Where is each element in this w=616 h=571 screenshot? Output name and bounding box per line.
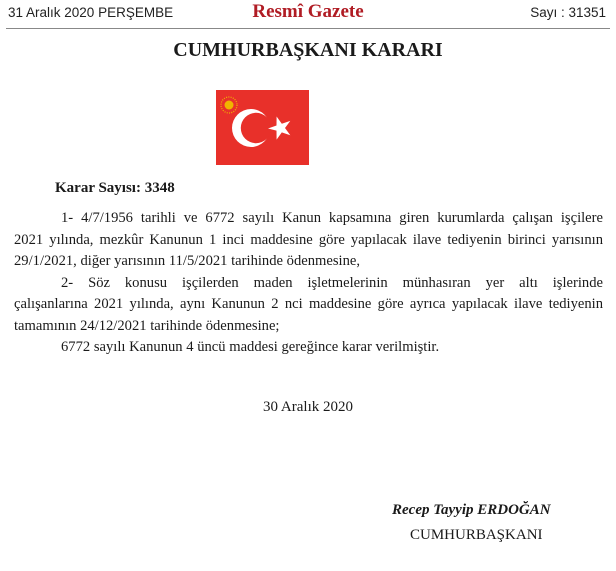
body-line: 2021 yılında, mezkûr Kanunun 1 inci maddesine göre yapılacak ilave tediyenin birinci yarısının [14,231,603,248]
body-line: 29/1/2021, diğer yarısının 11/5/2021 tarihinde ödenmesine, [14,253,361,269]
body-line: 2- Söz konusu işçilerden maden işletmelerinin münhasıran yer altı işlerinde [61,274,603,291]
body-line: tamamının 24/12/2021 tarihinde ödenmesine; [14,317,280,334]
decision-date: 30 Aralık 2020 [263,399,353,415]
signatory-title: CUMHURBAŞKANI [410,527,543,543]
header-divider [6,28,610,29]
gazette-name: Resmî Gazete [252,1,364,22]
decision-number: Karar Sayısı: 3348 [55,180,175,196]
page-title: CUMHURBAŞKANI KARARI [173,39,443,61]
decision-body [14,208,603,359]
presidential-flag-icon [216,90,309,165]
body-line: 6772 sayılı Kanunun 4 üncü maddesi gereğince karar verilmiştir. [61,339,440,355]
body-line: çalışanlarına 2021 yılında, aynı Kanunun 2 nci maddesine göre ayrıca yapılacak ilave tediyenin [14,296,603,312]
gazette-date: 31 Aralık 2020 PERŞEMBE [8,5,174,20]
issue-number: Sayı : 31351 [530,5,606,20]
signatory-name: Recep Tayyip ERDOĞAN [392,502,551,518]
body-line: 1- 4/7/1956 tarihli ve 6772 sayılı Kanun kapsamına giren kurumlarda çalışan işçilere [61,210,603,226]
